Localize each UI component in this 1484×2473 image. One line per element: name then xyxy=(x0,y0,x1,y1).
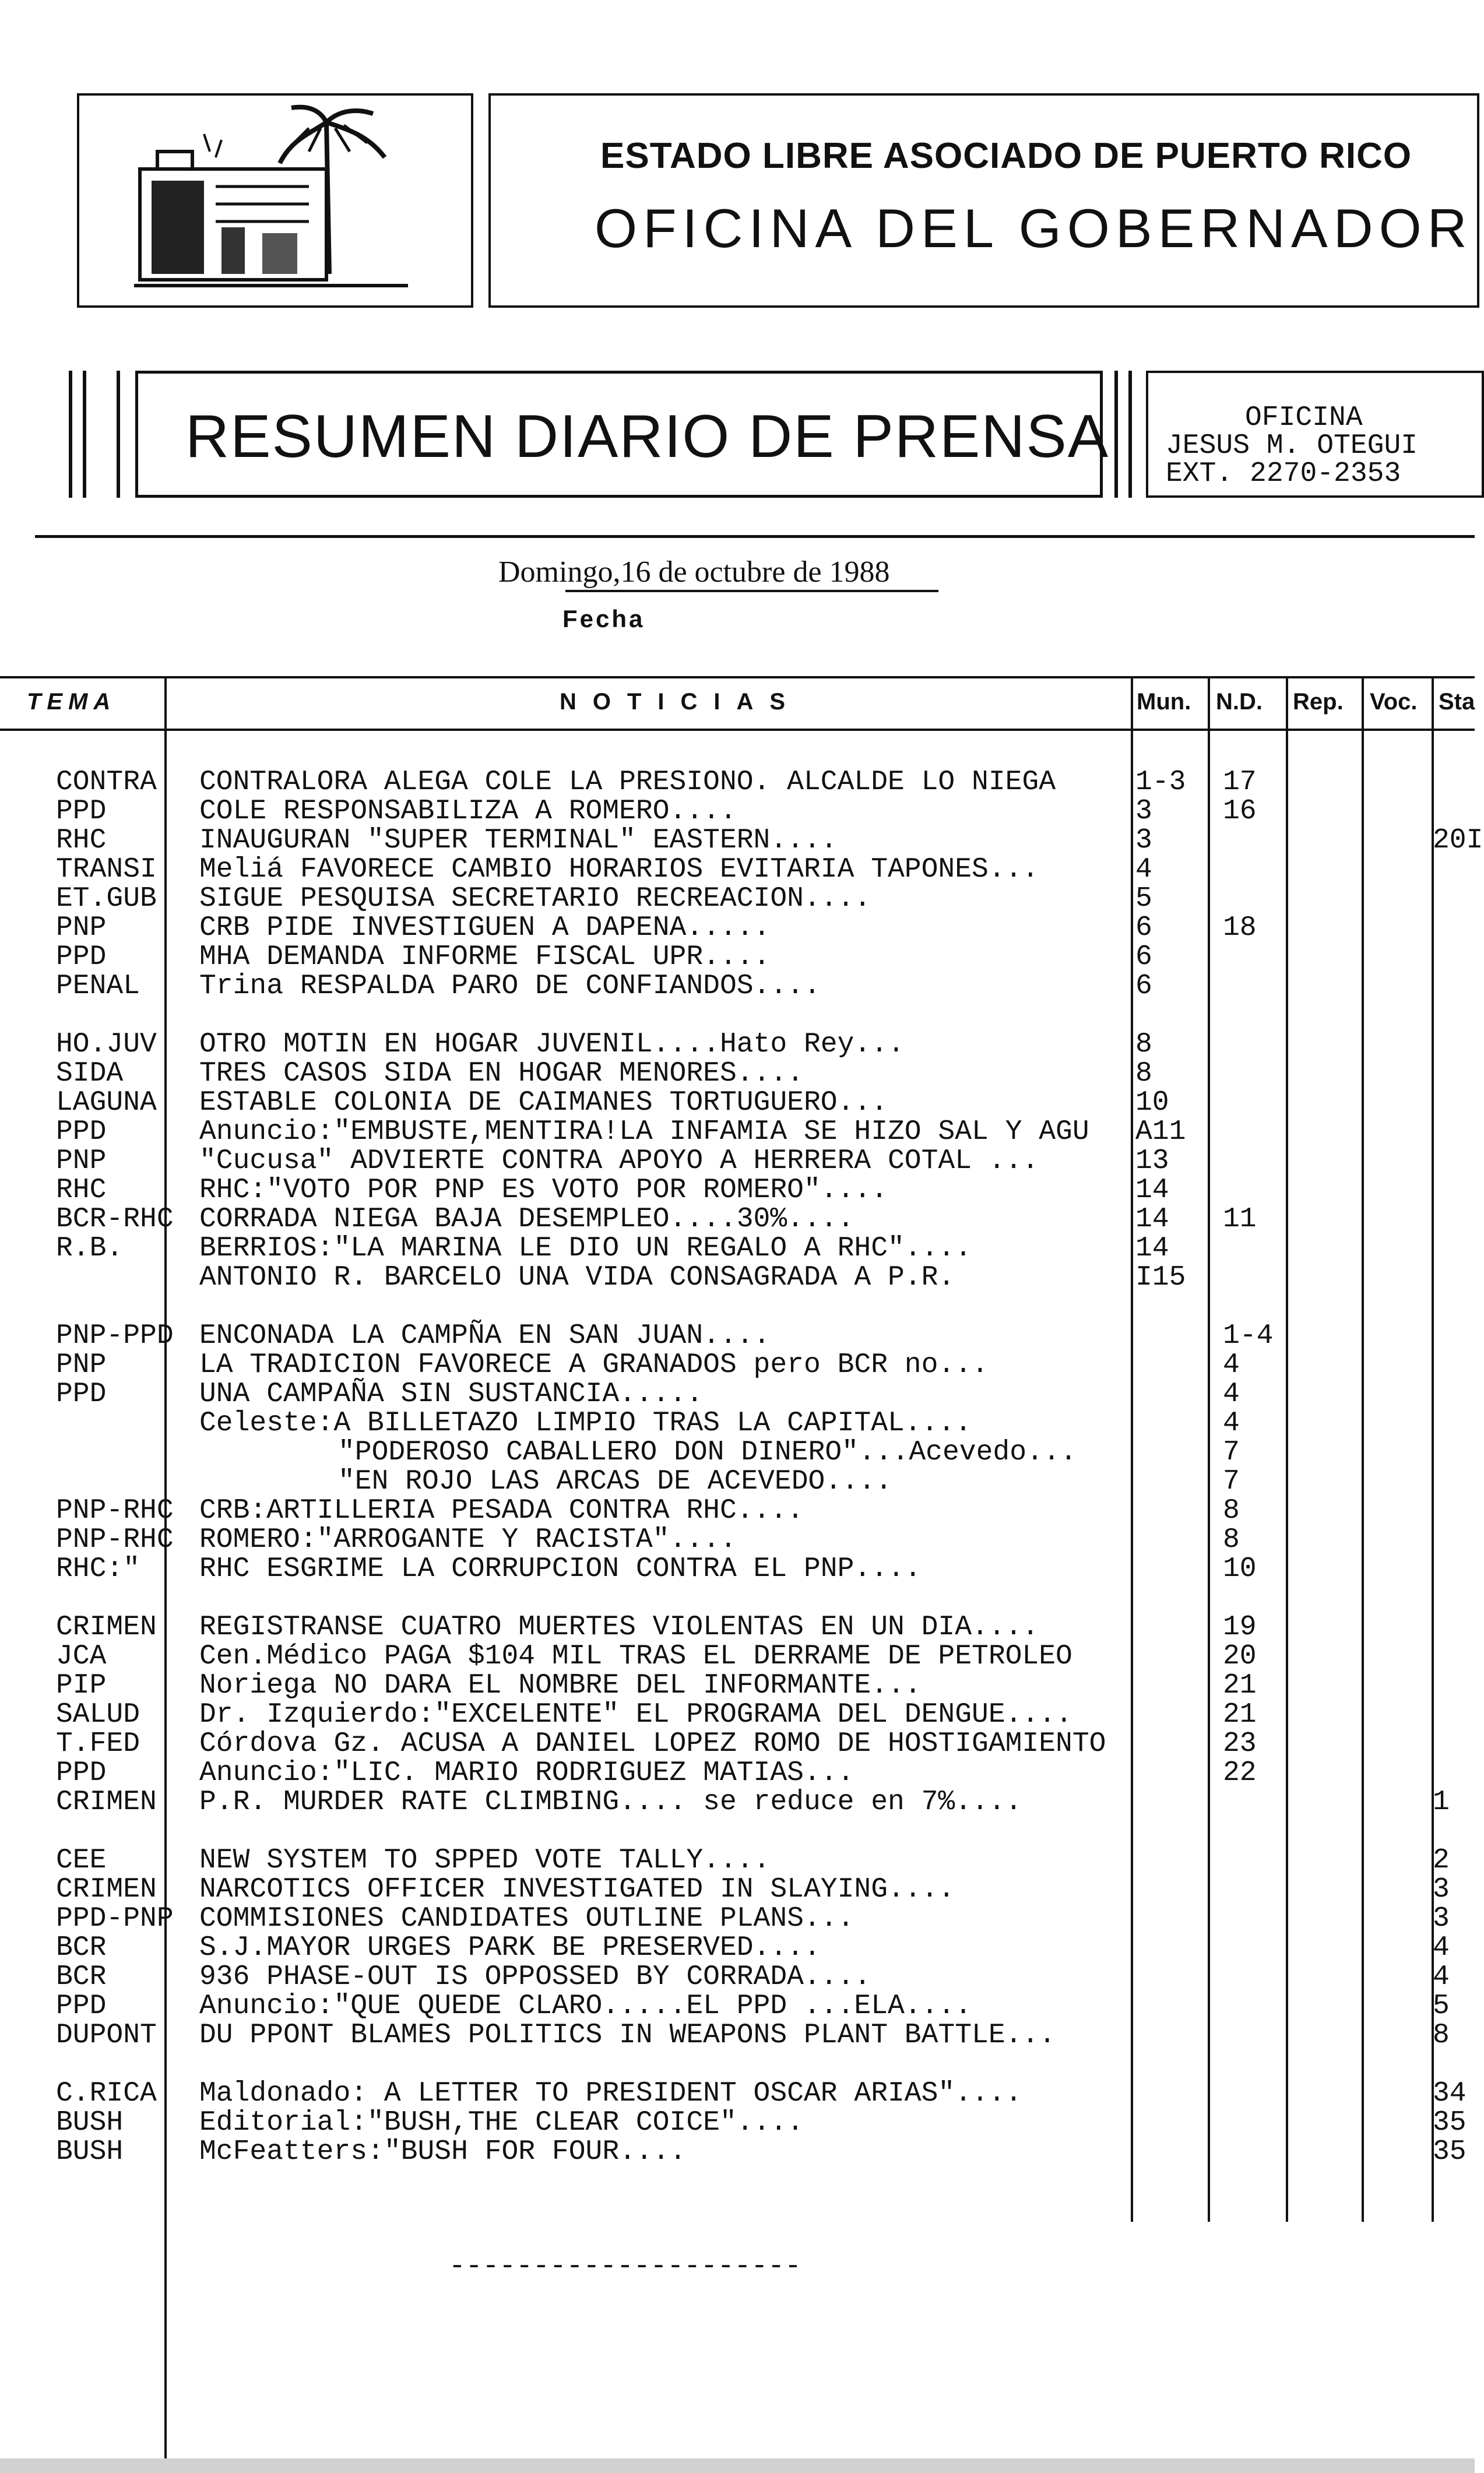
date-underline xyxy=(565,590,938,592)
row-noticia: MHA DEMANDA INFORME FISCAL UPR.... xyxy=(199,941,771,973)
row-star: 4 xyxy=(1433,1961,1450,1993)
row-tema: PNP xyxy=(56,1349,107,1381)
col-header-mun: Mun. xyxy=(1137,689,1191,715)
row-nd: 18 xyxy=(1223,912,1257,944)
row-tema: PPD xyxy=(56,1378,107,1410)
row-noticia: RHC ESGRIME LA CORRUPCION CONTRA EL PNP.... xyxy=(199,1553,922,1585)
row-mun: I15 xyxy=(1135,1262,1186,1293)
row-star: 3 xyxy=(1433,1903,1450,1934)
table-header-rule xyxy=(0,729,1475,731)
row-nd: 1-4 xyxy=(1223,1320,1274,1352)
row-star: 35 xyxy=(1433,2107,1467,2138)
row-noticia: S.J.MAYOR URGES PARK BE PRESERVED.... xyxy=(199,1932,821,1964)
row-nd: 7 xyxy=(1223,1466,1240,1497)
row-tema: RHC:" xyxy=(56,1553,140,1585)
date-value: Domingo,16 de octubre de 1988 xyxy=(498,555,890,589)
row-tema: PPD xyxy=(56,941,107,973)
row-noticia: Cen.Médico PAGA $104 MIL TRAS EL DERRAME DE PETROLEO xyxy=(199,1641,1072,1672)
row-noticia: SIGUE PESQUISA SECRETARIO RECREACION.... xyxy=(199,883,871,914)
row-noticia: COLE RESPONSABILIZA A ROMERO.... xyxy=(199,796,737,827)
row-tema: C.RICA xyxy=(56,2078,157,2109)
row-noticia: "EN ROJO LAS ARCAS DE ACEVEDO.... xyxy=(338,1466,892,1497)
row-star: 1 xyxy=(1433,1786,1450,1818)
row-tema: BCR-RHC xyxy=(56,1204,174,1235)
row-noticia: Anuncio:"QUE QUEDE CLARO.....EL PPD ...ELA.... xyxy=(199,1990,972,2022)
row-noticia: ROMERO:"ARROGANTE Y RACISTA".... xyxy=(199,1524,737,1556)
row-tema: RHC xyxy=(56,825,107,856)
row-star: 20I xyxy=(1433,825,1483,856)
row-tema: PPD xyxy=(56,796,107,827)
row-tema: PIP xyxy=(56,1670,107,1701)
row-noticia: 936 PHASE-OUT IS OPPOSSED BY CORRADA.... xyxy=(199,1961,871,1993)
row-noticia: Editorial:"BUSH,THE CLEAR COICE".... xyxy=(199,2107,804,2138)
resumen-title: RESUMEN DIARIO DE PRENSA xyxy=(185,403,1110,470)
row-noticia: BERRIOS:"LA MARINA LE DIO UN REGALO A RHC".... xyxy=(199,1233,972,1264)
row-mun: 14 xyxy=(1135,1204,1169,1235)
row-nd: 11 xyxy=(1223,1204,1257,1235)
office-title: OFICINA DEL GOBERNADOR xyxy=(595,198,1473,259)
row-nd: 4 xyxy=(1223,1378,1240,1410)
header-rule xyxy=(35,535,1475,538)
row-mun: 14 xyxy=(1135,1233,1169,1264)
row-noticia: "Cucusa" ADVIERTE CONTRA APOYO A HERRERA COTAL ... xyxy=(199,1145,1039,1177)
row-nd: 16 xyxy=(1223,796,1257,827)
row-noticia: Córdova Gz. ACUSA A DANIEL LOPEZ ROMO DE HOSTIGAMIENTO xyxy=(199,1728,1106,1760)
col-line-voc xyxy=(1362,677,1364,2222)
col-header-nd: N.D. xyxy=(1216,689,1263,715)
banner-bar-left-2 xyxy=(83,371,86,498)
contact-ext: EXT. 2270-2353 xyxy=(1166,458,1401,490)
row-mun: 13 xyxy=(1135,1145,1169,1177)
row-star: 34 xyxy=(1433,2078,1467,2109)
row-noticia: RHC:"VOTO POR PNP ES VOTO POR ROMERO".... xyxy=(199,1174,888,1206)
row-star: 35 xyxy=(1433,2136,1467,2168)
col-line-rep xyxy=(1286,677,1288,2222)
row-tema: PPD xyxy=(56,1116,107,1148)
row-tema: BCR xyxy=(56,1932,107,1964)
date-label: Fecha xyxy=(562,605,645,632)
row-noticia: REGISTRANSE CUATRO MUERTES VIOLENTAS EN UN DIA.... xyxy=(199,1612,1039,1643)
row-tema: DUPONT xyxy=(56,2020,157,2051)
col-header-voc: Voc. xyxy=(1370,689,1418,715)
row-tema: R.B. xyxy=(56,1233,124,1264)
col-header-rep: Rep. xyxy=(1293,689,1344,715)
banner-bar-right-2 xyxy=(1128,371,1132,498)
row-noticia: INAUGURAN "SUPER TERMINAL" EASTERN.... xyxy=(199,825,838,856)
row-noticia: Anuncio:"EMBUSTE,MENTIRA!LA INFAMIA SE HIZO SAL Y AGU xyxy=(199,1116,1089,1148)
footer-dashes: --------------------- xyxy=(449,2251,801,2282)
row-noticia: McFeatters:"BUSH FOR FOUR.... xyxy=(199,2136,687,2168)
row-tema: PNP xyxy=(56,912,107,944)
row-tema: PPD xyxy=(56,1757,107,1789)
row-mun: 5 xyxy=(1135,883,1152,914)
row-tema: PNP-RHC xyxy=(56,1524,174,1556)
col-line-nd xyxy=(1208,677,1210,2222)
row-mun: 6 xyxy=(1135,970,1152,1002)
row-nd: 23 xyxy=(1223,1728,1257,1760)
row-tema: CRIMEN xyxy=(56,1874,157,1905)
row-noticia: UNA CAMPAÑA SIN SUSTANCIA..... xyxy=(199,1378,704,1410)
banner-bar-right-1 xyxy=(1114,371,1118,498)
row-noticia: "PODEROSO CABALLERO DON DINERO"...Acevedo... xyxy=(338,1437,1077,1468)
row-tema: HO.JUV xyxy=(56,1029,157,1060)
row-tema: PPD xyxy=(56,1990,107,2022)
row-nd: 17 xyxy=(1223,766,1257,798)
row-nd: 21 xyxy=(1223,1670,1257,1701)
row-tema: ET.GUB xyxy=(56,883,157,914)
row-tema: PPD-PNP xyxy=(56,1903,174,1934)
row-mun: 8 xyxy=(1135,1058,1152,1089)
row-tema: CEE xyxy=(56,1845,107,1876)
row-mun: 6 xyxy=(1135,941,1152,973)
row-tema: TRANSI xyxy=(56,854,157,885)
table-top-rule xyxy=(0,676,1475,678)
row-mun: 3 xyxy=(1135,825,1152,856)
row-tema: LAGUNA xyxy=(56,1087,157,1118)
row-noticia: CRB:ARTILLERIA PESADA CONTRA RHC.... xyxy=(199,1495,804,1526)
row-tema: BUSH xyxy=(56,2136,124,2168)
row-mun: 3 xyxy=(1135,796,1152,827)
contact-name: JESUS M. OTEGUI xyxy=(1166,430,1418,462)
row-nd: 4 xyxy=(1223,1349,1240,1381)
row-mun: A11 xyxy=(1135,1116,1186,1148)
row-nd: 4 xyxy=(1223,1408,1240,1439)
row-star: 5 xyxy=(1433,1990,1450,2022)
row-noticia: Anuncio:"LIC. MARIO RODRIGUEZ MATIAS... xyxy=(199,1757,854,1789)
col-header-noticias: NOTICIAS xyxy=(560,689,802,715)
fortaleza-logo xyxy=(134,99,414,297)
row-noticia: ANTONIO R. BARCELO UNA VIDA CONSAGRADA A P.R. xyxy=(199,1262,955,1293)
row-nd: 19 xyxy=(1223,1612,1257,1643)
row-tema: PNP xyxy=(56,1145,107,1177)
row-mun: 10 xyxy=(1135,1087,1169,1118)
row-tema: PNP-PPD xyxy=(56,1320,174,1352)
row-nd: 7 xyxy=(1223,1437,1240,1468)
row-tema: SIDA xyxy=(56,1058,124,1089)
row-noticia: Celeste:A BILLETAZO LIMPIO TRAS LA CAPITAL.... xyxy=(199,1408,972,1439)
row-star: 8 xyxy=(1433,2020,1450,2051)
row-noticia: ENCONADA LA CAMPÑA EN SAN JUAN.... xyxy=(199,1320,771,1352)
row-mun: 1-3 xyxy=(1135,766,1186,798)
row-tema: PENAL xyxy=(56,970,140,1002)
row-noticia: Trina RESPALDA PARO DE CONFIANDOS.... xyxy=(199,970,821,1002)
row-mun: 4 xyxy=(1135,854,1152,885)
row-mun: 8 xyxy=(1135,1029,1152,1060)
row-noticia: Meliá FAVORECE CAMBIO HORARIOS EVITARIA TAPONES... xyxy=(199,854,1039,885)
row-tema: BCR xyxy=(56,1961,107,1993)
row-tema: RHC xyxy=(56,1174,107,1206)
row-noticia: Dr. Izquierdo:"EXCELENTE" EL PROGRAMA DEL DENGUE.... xyxy=(199,1699,1072,1730)
row-noticia: Maldonado: A LETTER TO PRESIDENT OSCAR ARIAS".... xyxy=(199,2078,1022,2109)
row-tema: CRIMEN xyxy=(56,1612,157,1643)
col-line-tema xyxy=(164,677,167,2472)
row-tema: JCA xyxy=(56,1641,107,1672)
row-mun: 6 xyxy=(1135,912,1152,944)
row-noticia: OTRO MOTIN EN HOGAR JUVENIL....Hato Rey... xyxy=(199,1029,905,1060)
row-noticia: COMMISIONES CANDIDATES OUTLINE PLANS... xyxy=(199,1903,854,1934)
row-noticia: P.R. MURDER RATE CLIMBING.... se reduce en 7%.... xyxy=(199,1786,1022,1818)
row-noticia: CORRADA NIEGA BAJA DESEMPLEO....30%.... xyxy=(199,1204,854,1235)
row-tema: PNP-RHC xyxy=(56,1495,174,1526)
col-header-star: Sta xyxy=(1439,689,1475,715)
row-nd: 8 xyxy=(1223,1495,1240,1526)
row-noticia: CRB PIDE INVESTIGUEN A DAPENA..... xyxy=(199,912,771,944)
row-tema: T.FED xyxy=(56,1728,140,1760)
banner-bar-left-3 xyxy=(117,371,120,498)
scan-edge xyxy=(0,2458,1475,2473)
banner-bar-left-1 xyxy=(69,371,72,498)
col-line-mun xyxy=(1131,677,1133,2222)
row-star: 2 xyxy=(1433,1845,1450,1876)
row-noticia: Noriega NO DARA EL NOMBRE DEL INFORMANTE... xyxy=(199,1670,922,1701)
estado-title: ESTADO LIBRE ASOCIADO DE PUERTO RICO xyxy=(600,136,1412,176)
row-nd: 8 xyxy=(1223,1524,1240,1556)
row-nd: 10 xyxy=(1223,1553,1257,1585)
col-header-tema: TEMA xyxy=(27,689,117,715)
row-nd: 20 xyxy=(1223,1641,1257,1672)
row-tema: CONTRA xyxy=(56,766,157,798)
row-tema: CRIMEN xyxy=(56,1786,157,1818)
row-noticia: DU PPONT BLAMES POLITICS IN WEAPONS PLANT BATTLE... xyxy=(199,2020,1056,2051)
row-noticia: LA TRADICION FAVORECE A GRANADOS pero BCR no... xyxy=(199,1349,989,1381)
row-noticia: NARCOTICS OFFICER INVESTIGATED IN SLAYING.... xyxy=(199,1874,955,1905)
row-tema: BUSH xyxy=(56,2107,124,2138)
row-nd: 21 xyxy=(1223,1699,1257,1730)
row-star: 4 xyxy=(1433,1932,1450,1964)
row-noticia: TRES CASOS SIDA EN HOGAR MENORES.... xyxy=(199,1058,804,1089)
row-noticia: CONTRALORA ALEGA COLE LA PRESIONO. ALCALDE LO NIEGA xyxy=(199,766,1056,798)
row-tema: SALUD xyxy=(56,1699,140,1730)
row-mun: 14 xyxy=(1135,1174,1169,1206)
row-noticia: NEW SYSTEM TO SPPED VOTE TALLY.... xyxy=(199,1845,771,1876)
contact-office: OFICINA xyxy=(1245,402,1363,434)
row-nd: 22 xyxy=(1223,1757,1257,1789)
row-star: 3 xyxy=(1433,1874,1450,1905)
row-noticia: ESTABLE COLONIA DE CAIMANES TORTUGUERO... xyxy=(199,1087,888,1118)
